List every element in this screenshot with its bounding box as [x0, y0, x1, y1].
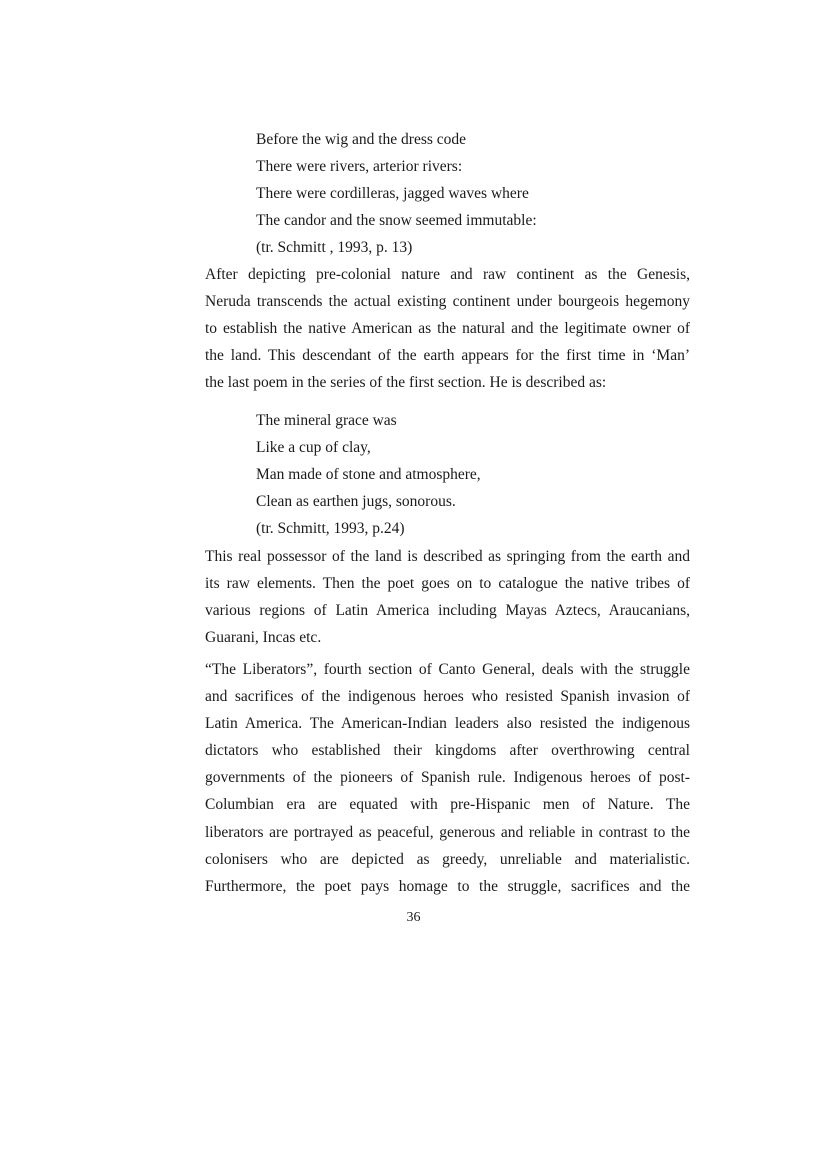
verse-line: Before the wig and the dress code — [256, 131, 467, 148]
verse-citation: (tr. Schmitt, 1993, p.24) — [256, 520, 405, 537]
body-paragraph — [205, 656, 690, 900]
verse-line: There were rivers, arterior rivers: — [256, 158, 463, 175]
paragraph-line: and sacrifices of the indigenous heroes who resisted Spanish invasion of — [205, 688, 690, 706]
paragraph-line: This real possessor of the land is described as springing from the earth and — [205, 548, 690, 565]
verse-line: Man made of stone and atmosphere, — [256, 466, 481, 483]
verse-line: The mineral grace was — [256, 412, 397, 429]
paragraph-line: dictators who established their kingdoms after overthrowing central — [205, 742, 690, 760]
paragraph-line: the last poem in the series of the first section. He is described as: — [205, 374, 607, 392]
paragraph-line: Furthermore, the poet pays homage to the struggle, sacrifices and the — [205, 877, 690, 895]
verse-quote-block — [256, 407, 481, 542]
paragraph-line: After depicting pre-colonial nature and raw continent as the Genesis, — [205, 266, 690, 283]
paragraph-line: the land. This descendant of the earth appears for the first time in ‘Man’ — [205, 347, 690, 365]
paragraph-line: liberators are portrayed as peaceful, generous and reliable in contrast to the — [205, 823, 690, 841]
paragraph-line: to establish the native American as the natural and the legitimate owner of — [205, 320, 690, 338]
verse-quote-block — [256, 126, 537, 261]
paragraph-line: Guarani, Incas etc. — [205, 629, 322, 647]
paragraph-line: Neruda transcends the actual existing continent under bourgeois hegemony — [205, 293, 690, 311]
body-paragraph — [205, 543, 690, 651]
verse-citation: (tr. Schmitt , 1993, p. 13) — [256, 239, 413, 256]
paragraph-line: various regions of Latin America including Mayas Aztecs, Araucanians, — [205, 602, 690, 620]
paragraph-line: its raw elements. Then the poet goes on to catalogue the native tribes of — [205, 575, 690, 593]
page-number: 36 — [406, 910, 421, 925]
paragraph-line: colonisers who are depicted as greedy, unreliable and materialistic. — [205, 850, 690, 868]
paragraph-line: governments of the pioneers of Spanish rule. Indigenous heroes of post- — [205, 769, 690, 787]
verse-line: Clean as earthen jugs, sonorous. — [256, 493, 456, 510]
verse-line: Like a cup of clay, — [256, 439, 371, 456]
verse-line: There were cordilleras, jagged waves where — [256, 185, 529, 202]
paragraph-line: Columbian era are equated with pre-Hispanic men of Nature. The — [205, 796, 690, 814]
paragraph-line: Latin America. The American-Indian leaders also resisted the indigenous — [205, 715, 690, 733]
body-paragraph — [205, 261, 690, 396]
paragraph-line: “The Liberators”, fourth section of Canto General, deals with the struggle — [205, 661, 690, 678]
verse-line: The candor and the snow seemed immutable: — [256, 212, 537, 229]
